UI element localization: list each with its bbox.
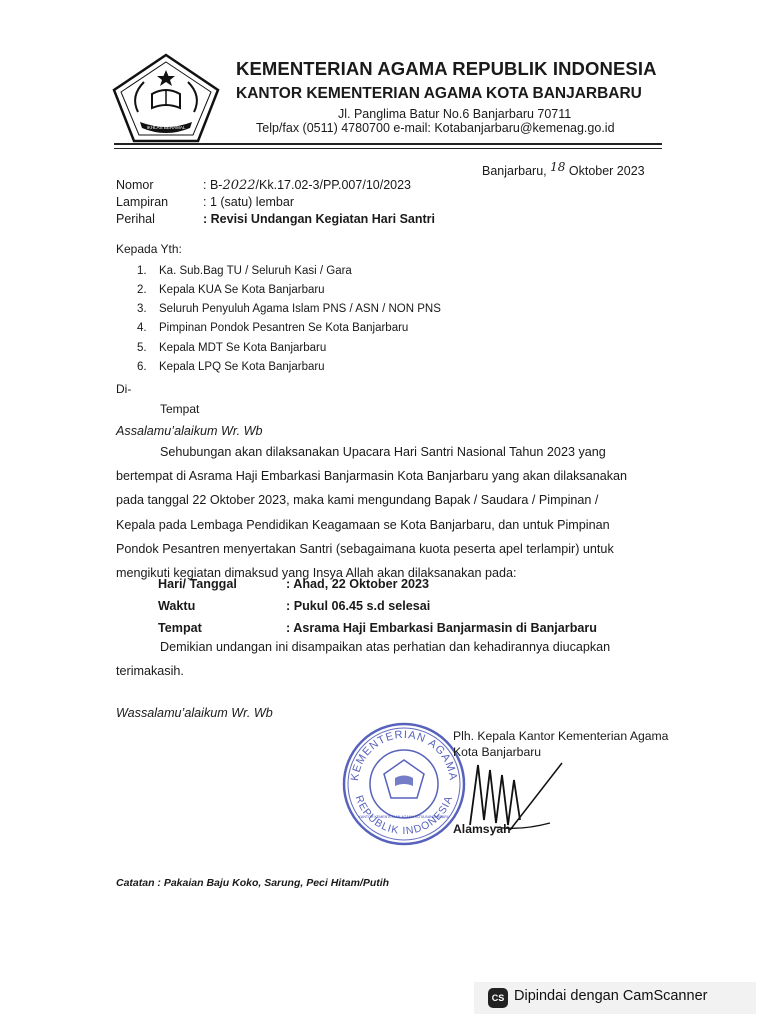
body-line: bertempat di Asrama Haji Embarkasi Banjarmasin Kota Banjarbaru yang akan dilaksanakan [116, 469, 628, 484]
header-rule-thin [114, 148, 662, 149]
farewell: Wassalamu’alaikum Wr. Wb [116, 706, 273, 720]
body-line: Kepala pada Lembaga Pendidikan Keagamaan se Kota Banjarbaru, dan untuk Pimpinan [116, 517, 610, 532]
nomor-value [203, 178, 411, 193]
closing-paragraph [116, 635, 660, 683]
stamp-bottom-text: REPUBLIK INDONESIA [352, 793, 456, 838]
office-title: KANTOR KEMENTERIAN AGAMA KOTA BANJARBARU [236, 85, 642, 102]
greeting: Assalamu’alaikum Wr. Wb [116, 424, 263, 438]
detail-value: : Pukul 06.45 s.d selesai [286, 599, 431, 613]
detail-label: Waktu [158, 599, 196, 613]
recipient-item: Kepala KUA Se Kota Banjarbaru [159, 284, 325, 296]
detail-label: Tempat [158, 621, 202, 635]
signatory-title: Plh. Kepala Kantor Kementerian Agama [453, 729, 669, 743]
perihal-value: : Revisi Undangan Kegiatan Hari Santri [203, 212, 435, 226]
office-contact: Telp/fax (0511) 4780700 e-mail: Kotabanjarbaru@kemenag.go.id [256, 121, 615, 135]
recipient-num: 2. [137, 284, 147, 296]
nomor-handwritten: 2022 [222, 178, 256, 193]
recipient-num: 1. [137, 265, 147, 277]
recipient-item: Kepala LPQ Se Kota Banjarbaru [159, 361, 325, 373]
ministry-logo [110, 52, 222, 144]
office-address: Jl. Panglima Batur No.6 Banjarbaru 70711 [338, 107, 572, 121]
date-month-year: Oktober 2023 [568, 164, 645, 178]
detail-label: Hari/ Tanggal [158, 577, 237, 591]
logo-ribbon-text: IKHLAS BERAMAL [146, 125, 186, 130]
signatory-name: Alamsyah [453, 822, 511, 836]
stamp-inner-text: KANTOR KEMENTERIAN AGAMA KOTA BANJARBARU [358, 815, 450, 819]
body-paragraph [116, 440, 660, 585]
detail-value: : Asrama Haji Embarkasi Banjarmasin di Banjarbaru [286, 621, 598, 635]
nomor-label: Nomor [116, 178, 154, 192]
recipients-intro: Kepada Yth: [116, 242, 182, 256]
letter-date [482, 160, 645, 178]
perihal-label: Perihal [116, 212, 155, 226]
detail-value: : Ahad, 22 Oktober 2023 [286, 577, 430, 591]
lampiran-label: Lampiran [116, 195, 169, 209]
closing-line: Demikian undangan ini disampaikan atas perhatian dan kehadirannya diucapkan [160, 640, 611, 654]
body-line: Pondok Pesantren menyertakan Santri (sebagaimana kuota peserta apel terlampir) untuk [116, 541, 614, 556]
recipient-tempat: Tempat [160, 402, 200, 416]
signatory-office: Kota Banjarbaru [453, 745, 542, 759]
recipient-num: 4. [137, 322, 147, 334]
body-line: Sehubungan akan dilaksanakan Upacara Hari Santri Nasional Tahun 2023 yang [160, 445, 606, 459]
recipient-item: Seluruh Penyuluh Agama Islam PNS / ASN / NON PNS [159, 303, 441, 315]
recipient-item: Pimpinan Pondok Pesantren Se Kota Banjarbaru [159, 322, 409, 334]
header-rule-thick [114, 143, 662, 145]
date-day: 18 [550, 160, 566, 174]
nomor-suffix: /Kk.17.02-3/PP.007/10/2023 [255, 178, 411, 192]
date-city: Banjarbaru, [482, 164, 547, 178]
nomor-prefix: : B- [203, 178, 223, 192]
recipient-item: Kepala MDT Se Kota Banjarbaru [159, 342, 327, 354]
recipient-num: 6. [137, 361, 147, 373]
lampiran-value: : 1 (satu) lembar [203, 195, 295, 209]
stamp-top-text: KEMENTERIAN AGAMA [348, 728, 460, 782]
dress-code-note: Catatan : Pakaian Baju Koko, Sarung, Peci Hitam/Putih [116, 877, 390, 889]
recipient-num: 5. [137, 342, 147, 354]
body-line: pada tanggal 22 Oktober 2023, maka kami mengundang Bapak / Saudara / Pimpinan / [116, 493, 599, 508]
recipient-num: 3. [137, 303, 147, 315]
ministry-title: KEMENTERIAN AGAMA REPUBLIK INDONESIA [236, 58, 657, 79]
closing-line: terimakasih. [116, 664, 184, 679]
camscanner-text: Dipindai dengan CamScanner [514, 988, 708, 1004]
camscanner-icon: CS [488, 988, 508, 1008]
body-line: mengikuti kegiatan dimaksud yang Insya Allah akan dilaksanakan pada: [116, 566, 517, 581]
recipient-item: Ka. Sub.Bag TU / Seluruh Kasi / Gara [159, 265, 352, 277]
recipient-di: Di- [116, 382, 132, 396]
